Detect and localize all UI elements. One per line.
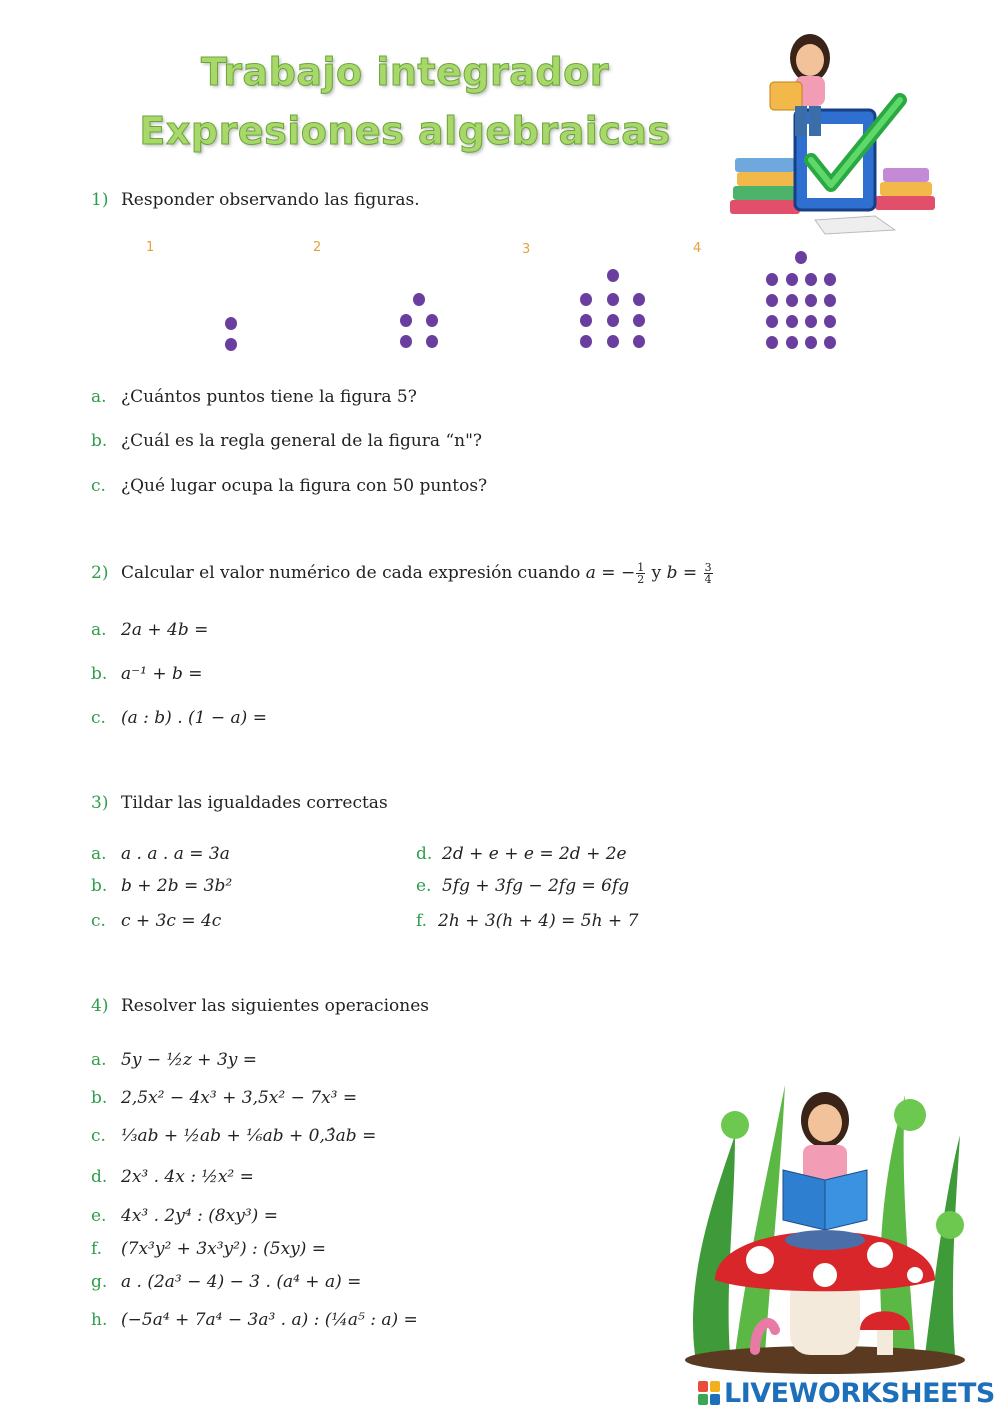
q3-item-c	[91, 911, 221, 931]
q4-item-h	[91, 1310, 418, 1330]
liveworksheets-brand[interactable]: LIVEWORKSHEETS	[724, 1378, 995, 1409]
q3-item-c-label: c.	[91, 911, 106, 931]
q4-item-c-label: c.	[91, 1126, 106, 1146]
figure-dot	[633, 335, 645, 348]
q2-item-b-label: b.	[91, 664, 108, 684]
q3-item-c-expr: c + 3c = 4c	[121, 911, 222, 931]
q2-item-b	[91, 664, 203, 684]
q1-item-c	[91, 476, 487, 496]
figure-dot	[607, 335, 619, 348]
figure-label-4: 4	[693, 241, 702, 256]
q4-item-e-label: e.	[91, 1206, 107, 1226]
q2-item-a-expr: 2a + 4b =	[121, 620, 209, 640]
q2-conjunction: y	[646, 563, 667, 583]
q4-item-h-expr: (−5a⁴ + 7a⁴ − 3a³ . a) : (¼a⁵ : a) =	[121, 1310, 418, 1330]
q4-item-b-label: b.	[91, 1088, 108, 1108]
q4-item-b	[91, 1088, 357, 1108]
figure-dot	[580, 335, 592, 348]
figure-dot	[805, 336, 817, 349]
q2-a-numerator: 1	[637, 561, 645, 574]
q4-item-e-expr: 4x³ . 2y⁴ : (8xy³) =	[121, 1206, 278, 1226]
figure-dot	[786, 294, 798, 307]
liveworksheets-logo-icon	[697, 1380, 721, 1406]
q2-b-value-lhs: b =	[666, 563, 703, 583]
figure-dot	[633, 314, 645, 327]
question-1-number: 1)	[91, 190, 109, 210]
q2-item-c	[91, 708, 267, 728]
question-1	[91, 190, 420, 210]
question-2-text: Calcular el valor numérico de cada expresión cuando	[121, 563, 586, 583]
figure-dot	[633, 293, 645, 306]
question-1-text: Responder observando las figuras.	[121, 190, 420, 210]
figure-dot	[607, 314, 619, 327]
figure-label-1: 1	[146, 240, 155, 255]
q3-item-e-label: e.	[416, 876, 432, 896]
q2-a-fraction	[636, 562, 645, 585]
q4-item-g-label: g.	[91, 1272, 108, 1292]
teacher-checkmark-illustration	[715, 20, 945, 235]
q2-item-c-label: c.	[91, 708, 106, 728]
q1-item-c-label: c.	[91, 476, 106, 496]
q3-item-e	[416, 876, 629, 896]
q1-item-b	[91, 431, 482, 451]
figure-dot	[580, 293, 592, 306]
q3-item-d-label: d.	[416, 844, 433, 864]
q2-b-denominator: 4	[704, 573, 712, 586]
q2-item-b-expr: a⁻¹ + b =	[121, 664, 203, 684]
figure-dot	[824, 336, 836, 349]
question-2-number: 2)	[91, 563, 109, 583]
question-4-text: Resolver las siguientes operaciones	[121, 996, 429, 1016]
q1-item-a-text: ¿Cuántos puntos tiene la figura 5?	[121, 387, 417, 407]
q4-item-g-expr: a . (2a³ − 4) − 3 . (a⁴ + a) =	[121, 1272, 362, 1292]
q3-item-f-expr: 2h + 3(h + 4) = 5h + 7	[438, 911, 639, 931]
q4-item-d	[91, 1167, 254, 1187]
figure-dot	[580, 314, 592, 327]
q4-item-c	[91, 1126, 376, 1146]
figure-dot	[805, 315, 817, 328]
q3-item-a-label: a.	[91, 844, 107, 864]
figure-dot	[413, 293, 425, 306]
q1-item-a-label: a.	[91, 387, 107, 407]
q3-item-f	[416, 911, 638, 931]
figure-dot	[225, 317, 237, 330]
question-4	[91, 996, 429, 1016]
figure-label-3: 3	[522, 242, 531, 257]
figure-dot	[824, 294, 836, 307]
figure-dot	[426, 314, 438, 327]
figure-dot	[766, 294, 778, 307]
figure-dot	[400, 335, 412, 348]
question-3-text: Tildar las igualdades correctas	[121, 793, 388, 813]
title-line-1: Trabajo integrador	[201, 50, 609, 94]
figure-dot	[607, 269, 619, 282]
figure-dot	[805, 294, 817, 307]
figure-dot	[824, 273, 836, 286]
q3-item-e-expr: 5fg + 3fg − 2fg = 6fg	[442, 876, 630, 896]
question-2	[91, 562, 714, 585]
q4-item-f-expr: (7x³y² + 3x³y²) : (5xy) =	[121, 1239, 327, 1259]
figure-label-2: 2	[313, 240, 322, 255]
q2-a-value-lhs: a = −	[585, 563, 636, 583]
q1-item-b-label: b.	[91, 431, 108, 451]
figure-dot	[795, 251, 807, 264]
q4-item-a-expr: 5y − ½z + 3y =	[121, 1050, 258, 1070]
figure-dot	[805, 273, 817, 286]
q4-item-c-expr: ⅓ab + ½ab + ⅙ab + 0,3̂ab =	[121, 1126, 377, 1146]
title-line-2: Expresiones algebraicas	[139, 109, 671, 153]
figure-dot	[786, 273, 798, 286]
q1-item-c-text: ¿Qué lugar ocupa la figura con 50 puntos?	[121, 476, 488, 496]
q3-item-a-expr: a . a . a = 3a	[121, 844, 230, 864]
q2-a-denominator: 2	[637, 573, 645, 586]
figure-dot	[766, 315, 778, 328]
q2-b-fraction	[704, 562, 713, 585]
q4-item-b-expr: 2,5x² − 4x³ + 3,5x² − 7x³ =	[121, 1088, 358, 1108]
q2-item-a	[91, 620, 208, 640]
q3-item-b-label: b.	[91, 876, 108, 896]
figure-dot	[766, 336, 778, 349]
q1-item-a	[91, 387, 417, 407]
figure-dot	[225, 338, 237, 351]
figure-dot	[766, 273, 778, 286]
question-3-number: 3)	[91, 793, 109, 813]
figure-dot	[786, 315, 798, 328]
q1-item-b-text: ¿Cuál es la regla general de la figura “n"?	[121, 431, 483, 451]
q4-item-d-label: d.	[91, 1167, 108, 1187]
q3-item-f-label: f.	[416, 911, 428, 931]
q3-item-d	[416, 844, 627, 864]
question-4-number: 4)	[91, 996, 109, 1016]
question-3	[91, 793, 388, 813]
q3-item-a	[91, 844, 230, 864]
q2-item-a-label: a.	[91, 620, 107, 640]
q4-item-e	[91, 1206, 278, 1226]
figure-dot	[607, 293, 619, 306]
q4-item-d-expr: 2x³ . 4x : ½x² =	[121, 1167, 254, 1187]
figure-dot	[824, 315, 836, 328]
q3-item-b-expr: b + 2b = 3b²	[121, 876, 233, 896]
q3-item-b	[91, 876, 232, 896]
q4-item-a-label: a.	[91, 1050, 107, 1070]
q2-b-numerator: 3	[704, 561, 712, 574]
q4-item-g	[91, 1272, 361, 1292]
q4-item-a	[91, 1050, 257, 1070]
q4-item-f-label: f.	[91, 1239, 103, 1259]
girl-reading-mushroom-illustration	[675, 1075, 975, 1375]
q4-item-f	[91, 1239, 326, 1259]
q4-item-h-label: h.	[91, 1310, 108, 1330]
q3-item-d-expr: 2d + e + e = 2d + 2e	[442, 844, 627, 864]
figure-dot	[400, 314, 412, 327]
q2-item-c-expr: (a : b) . (1 − a) =	[121, 708, 267, 728]
figure-dot	[426, 335, 438, 348]
figure-dot	[786, 336, 798, 349]
